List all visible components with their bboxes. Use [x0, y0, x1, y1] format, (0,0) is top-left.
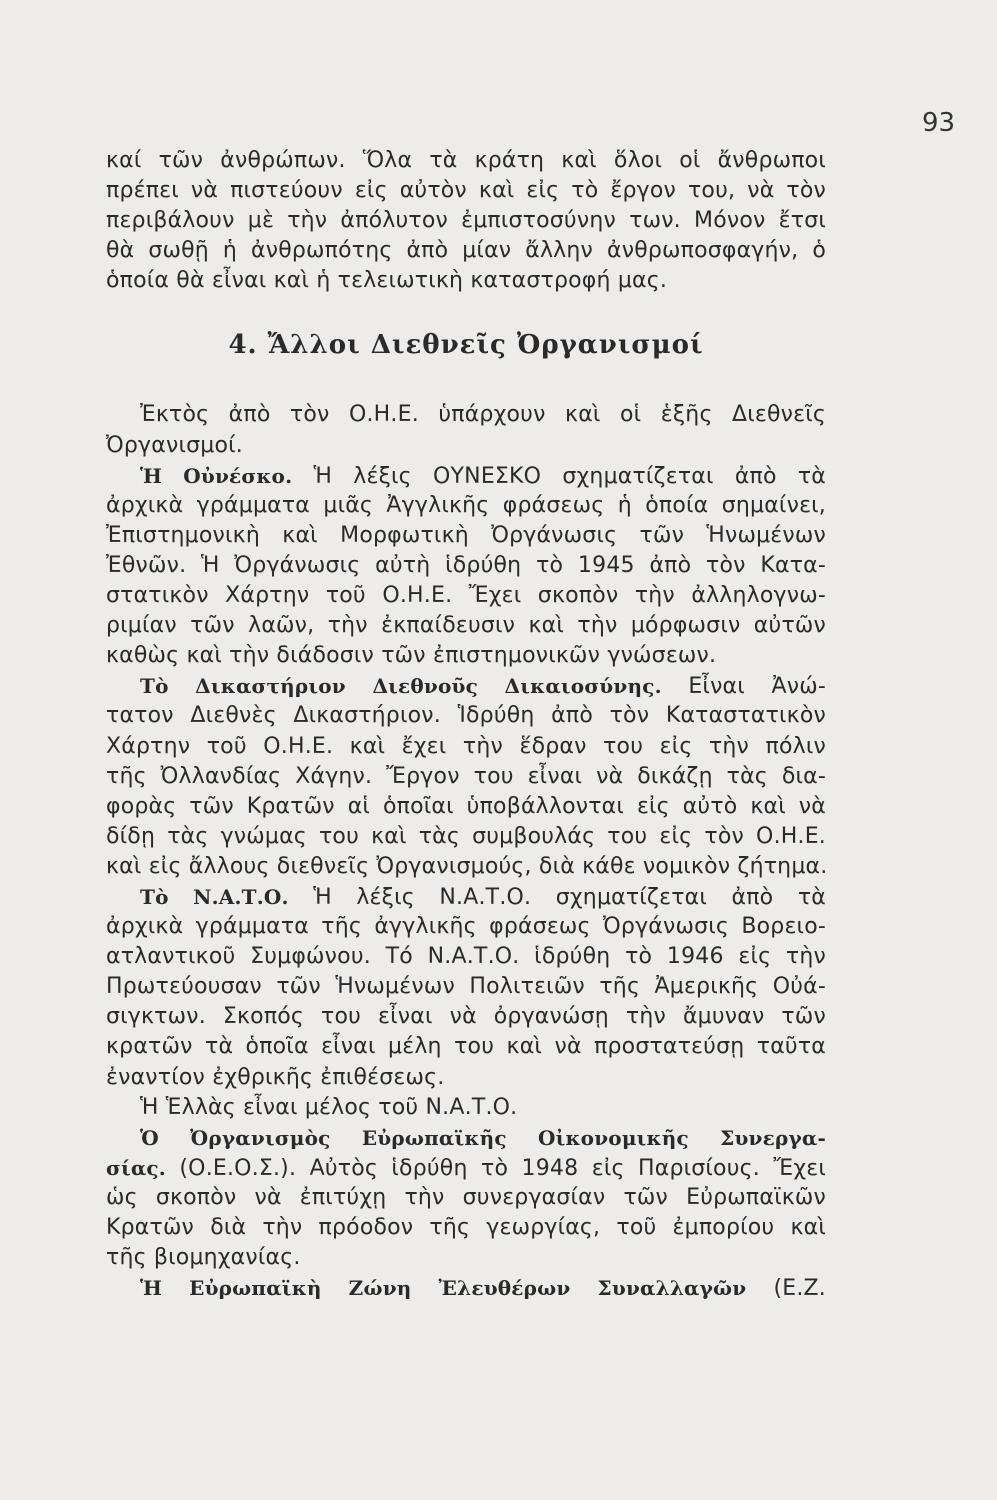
efta-line — [106, 1273, 826, 1303]
court-title: Τὸ Δικαστήριον Διεθνοῦς Δικαιοσύνης. — [140, 674, 662, 699]
text-line: ριμίαν τῶν λαῶν, τὴν ἐκπαίδευσιν καὶ τὴν μόρφωσιν αὐτῶν — [106, 613, 826, 639]
text-line: δίδῃ τὰς γνώμας του καὶ τὰς συμβουλάς του εἰς τὸν Ο.Η.Ε. — [106, 823, 826, 849]
text-line: Ὀργανισμοί. — [106, 432, 243, 458]
unesco-first-text: Ἡ λέξις ΟΥΝΕΣΚΟ σχηματίζεται ἀπὸ τὰ — [313, 463, 826, 489]
body-text — [106, 146, 826, 1303]
nato-first-text: Ἡ λέξις Ν.Α.Τ.Ο. σχηματίζεται ἀπὸ τὰ — [313, 884, 826, 910]
section-heading: 4. Ἄλλοι Διεθνεῖς Ὀργανισμοί — [228, 330, 704, 361]
text-line: θὰ σωθῇ ἡ ἀνθρωπότης ἀπὸ μίαν ἄλλην ἀνθρωποσφαγήν, ὁ — [106, 238, 826, 264]
text-line: Πρωτεύουσαν τῶν Ἡνωμένων Πολιτειῶν τῆς Ἀμερικῆς Οὐά- — [106, 974, 826, 1000]
text-line: πρέπει νὰ πιστεύουν εἰς αὐτὸν καὶ εἰς τὸ ἔργον του, νὰ τὸν — [106, 178, 826, 204]
text-line: σιγκτων. Σκοπός του εἶναι νὰ ὀργανώσῃ τὴν ἄμυναν τῶν — [106, 1004, 826, 1030]
text-line: ατλαντικοῦ Συμφώνου. Τό Ν.Α.Τ.Ο. ἱδρύθη τὸ 1946 εἰς τὴν — [106, 944, 826, 970]
text-line: Ἐπιστημονικὴ καὶ Μορφωτικὴ Ὀργάνωσις τῶν Ἡνωμένων — [106, 522, 826, 548]
unesco-first-line — [106, 461, 826, 491]
text-line: τῆς βιομηχανίας. — [106, 1245, 301, 1271]
oeec-title: Ὁ Ὀργανισμὸς Εὐρωπαϊκῆς Οἰκονομικῆς Συνεργα- — [140, 1125, 826, 1150]
text-line: καί τῶν ἀνθρώπων. Ὅλα τὰ κράτη καὶ ὅλοι οἱ ἄνθρωποι — [106, 148, 826, 173]
text-line: ὡς σκοπὸν νὰ ἐπιτύχῃ τὴν συνεργασίαν τῶν Εὐρωπαϊκῶν — [106, 1184, 826, 1210]
text-line: Κρατῶν διὰ τὴν πρόοδον τῆς γεωργίας, τοῦ ἐμπορίου καὶ — [106, 1215, 826, 1240]
text-line: ὁποία θὰ εἶναι καὶ ἡ τελειωτικὴ καταστροφή μας. — [106, 268, 668, 294]
text-line: ἐναντίον ἐχθρικῆς ἐπιθέσεως. — [106, 1064, 445, 1090]
text-line: ἀρχικὰ γράμματα τῆς ἀγγλικῆς φράσεως Ὀργάνωσις Βορειο- — [106, 914, 826, 940]
text-line: Ἐκτὸς ἀπὸ τὸν Ο.Η.Ε. ὑπάρχουν καὶ οἱ ἑξῆς Διεθνεῖς — [140, 402, 826, 428]
oeec-first-text: (Ο.Ε.Ο.Σ.). Αὐτὸς ἱδρύθη τὸ 1948 εἰς Παρισίους. Ἔχει — [179, 1155, 826, 1181]
text-line: καθὼς καὶ τὴν διάδοσιν τῶν ἐπιστημονικῶν γνώσεων. — [106, 643, 717, 669]
text-line: τῆς Ὀλλανδίας Χάγην. Ἔργον του εἶναι νὰ δικάζῃ τὰς δια- — [106, 763, 826, 789]
text-line: περιβάλουν μὲ τὴν ἀπόλυτον ἐμπιστοσύνην των. Μόνον ἔτσι — [106, 208, 826, 234]
text-line: κρατῶν τὰ ὁποῖα εἶναι μέλη του καὶ νὰ προστατεύσῃ ταῦτα — [106, 1034, 826, 1060]
text-line: ἀρχικὰ γράμματα μιᾶς Ἀγγλικῆς φράσεως ἡ ὁποία σημαίνει, — [106, 492, 826, 518]
oeec-title-line — [106, 1123, 826, 1153]
court-first-text: Εἶναι Ἀνώ- — [688, 674, 826, 700]
efta-rest: (Ε.Ζ. — [773, 1276, 826, 1302]
oeec-second-line — [106, 1153, 826, 1183]
unesco-title: Ἡ Οὐνέσκο. — [140, 463, 293, 488]
text-line: τατον Διεθνὲς Δικαστήριον. Ἱδρύθη ἀπὸ τὸν Καταστατικὸν — [106, 703, 826, 729]
nato-first-line — [106, 882, 826, 912]
nato-title: Τὸ Ν.Α.Τ.Ο. — [140, 884, 289, 909]
efta-title: Ἡ Εὐρωπαϊκὴ Ζώνη Ἐλευθέρων Συναλλαγῶν — [140, 1276, 747, 1301]
court-first-line — [106, 671, 826, 701]
page-number: 93 — [922, 108, 956, 138]
text-line: στατικὸν Χάρτην τοῦ Ο.Η.Ε. Ἔχει σκοπὸν τὴν ἀλληλογνω- — [106, 583, 826, 609]
text-line: Χάρτην τοῦ Ο.Η.Ε. καὶ ἔχει τὴν ἕδραν του εἰς τὴν πόλιν — [106, 733, 826, 759]
text-line: καὶ εἰς ἄλλους διεθνεῖς Ὀργανισμούς, διὰ κάθε νομικὸν ζήτημα. — [106, 853, 828, 879]
text-line: φορὰς τῶν Κρατῶν αἱ ὁποῖαι ὑποβάλλονται εἰς αὐτὸ καὶ νὰ — [106, 793, 826, 819]
text-line: Ἡ Ἑλλὰς εἶναι μέλος τοῦ Ν.Α.Τ.Ο. — [140, 1094, 518, 1120]
oeec-title-end: σίας. — [106, 1155, 166, 1180]
text-line: Ἐθνῶν. Ἡ Ὀργάνωσις αὐτὴ ἱδρύθη τὸ 1945 ἀπὸ τὸν Κατα- — [106, 552, 826, 578]
